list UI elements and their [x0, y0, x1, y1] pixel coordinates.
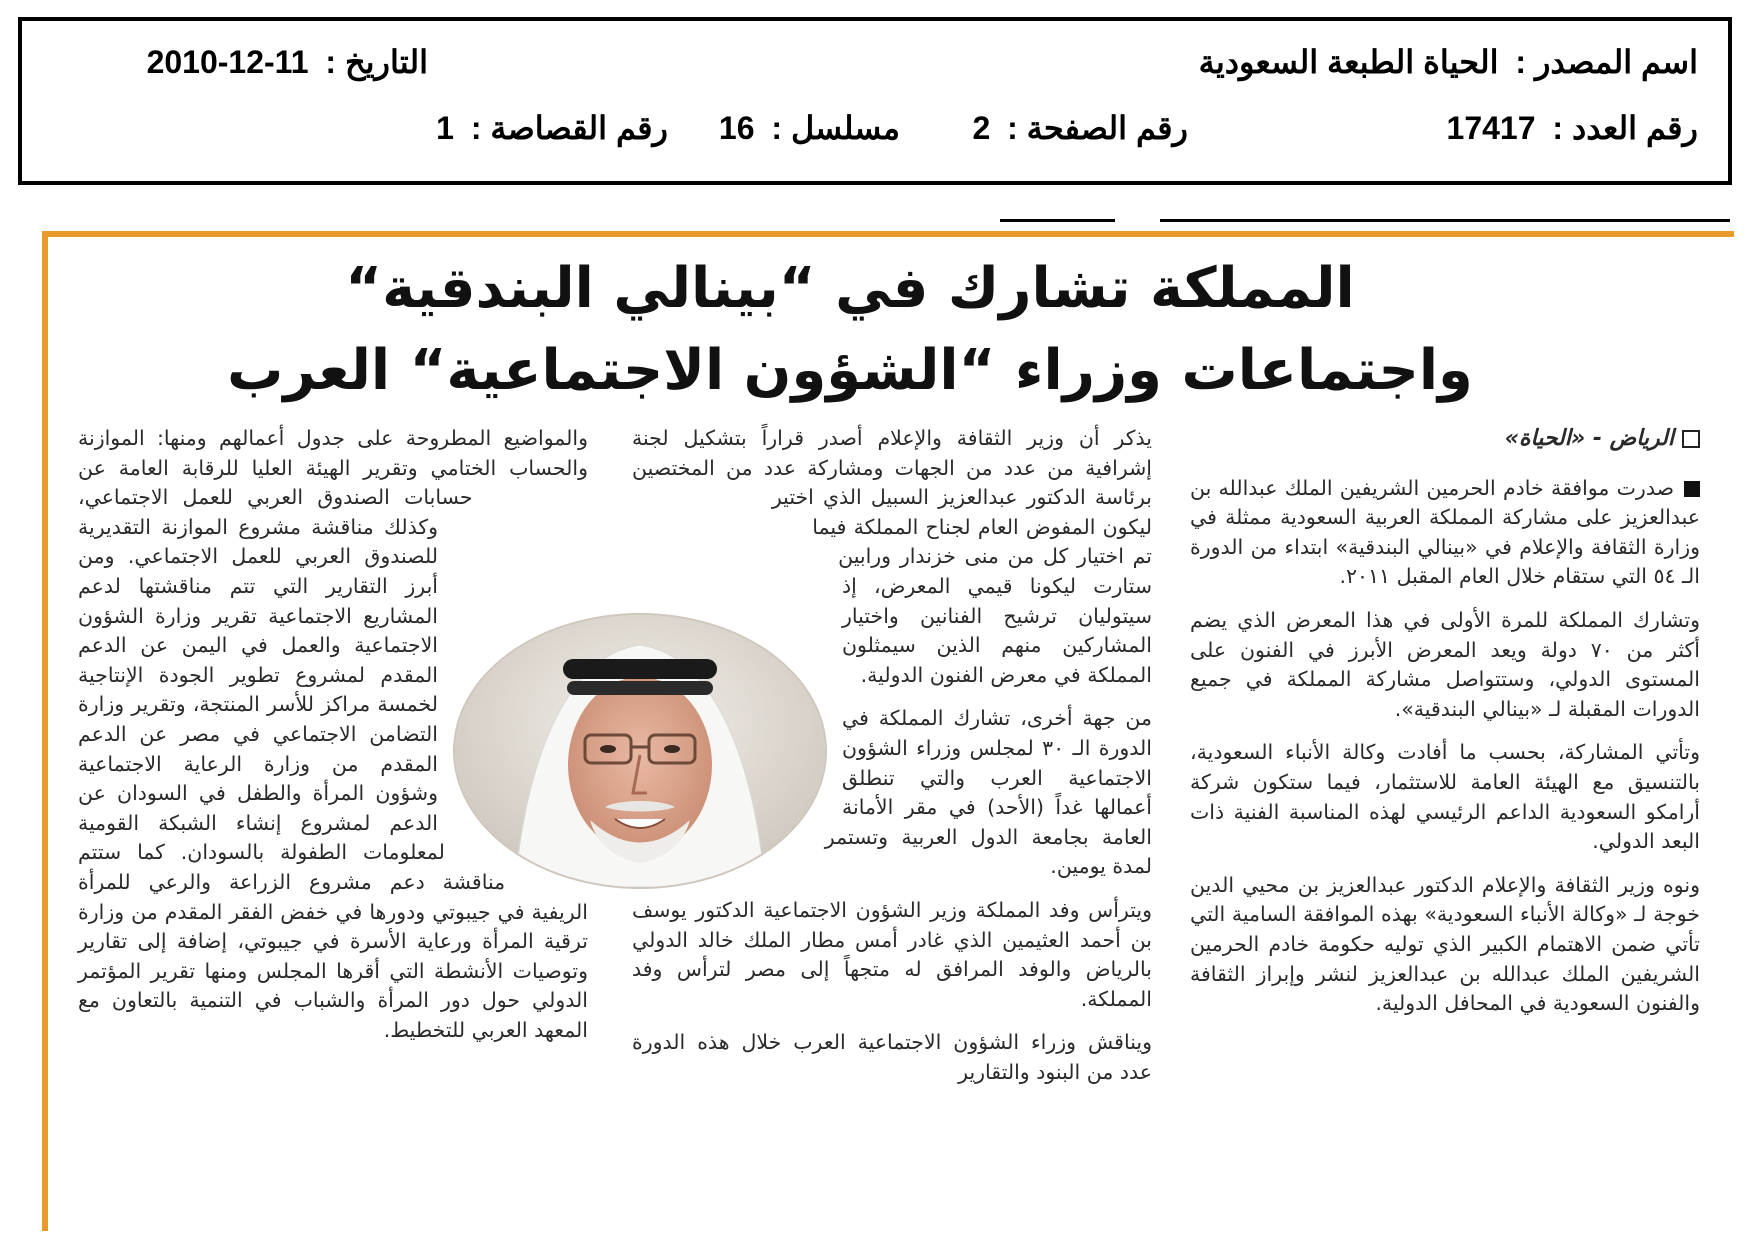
headline-line-1: المملكة تشارك في “بينالي البندقية“	[345, 256, 1355, 321]
serial-field	[719, 109, 900, 147]
paragraph: يذكر أن وزير الثقافة والإعلام أصدر قراراً بتشكيل لجنة إشرافية من عدد من الجهات ومشاركة عدد من المختصين برئاسة الدكتور عبدالعزيز السبيل الذي اختير ليكون المفوض العام لجناح المملكة فيما تم اختيار كل من منى خزندار ورابين ستارت ليكونا قيمي المعرض، إذ سيتوليان ترشيح الفنانين واختيار المشاركين منهم الذين سيمثلون المملكة في معرض الفنون الدولية.	[632, 426, 1152, 687]
paragraph-text: صدرت موافقة خادم الحرمين الشريفين الملك عبدالله بن عبدالعزيز على مشاركة المملكة العربية السعودية ممثلة في وزارة الثقافة والإعلام في «بينالي البندقية» ابتداء من الدورة الـ ٥٤ التي ستقام خلال العام المقبل ٢٠١١.	[1190, 475, 1700, 589]
byline-box-icon	[1682, 430, 1700, 448]
paragraph: والمواضيع المطروحة على جدول أعمالهم ومنها: الموازنة والحساب الختامي وتقرير الهيئة العليا للرقابة العامة عن حسابات الصندوق العربي للعمل الاجتماعي، وكذلك مناقشة مشروع الموازنة التقديرية للصندوق العربي للعمل الاجتماعي. ومن أبرز التقارير التي تتم مناقشتها لدعم المشاريع الاجتماعية تقرير وزارة الشؤون الاجتماعية والعمل في اليمن عن الدعم المقدم لمشروع تطوير الجودة الإنتاجية لخمسة مراكز للأسر المنتجة، وتقرير وزارة التضامن الاجتماعي في مصر عن الدعم المقدم من وزارة الرعاية الاجتماعية وشؤون المرأة والطفل في السودان عن الدعم لمشروع إنشاء الشبكة القومية لمعلومات الطفولة بالسودان. كما ستتم مناقشة دعم مشروع الزراعة والرعي للمرأة الريفية في جيبوتي ودورها في خفض الفقر المقدم من وزارة ترقية المرأة ورعاية الأسرة في جيبوتي، إضافة إلى تقارير وتوصيات الأنشطة التي أقرها المجلس ومنها تقرير المؤتمر الدولي حول دور المرأة والشباب في التنمية بالتعاون مع المعهد العربي للتخطيط.	[78, 426, 588, 1042]
article-column-right	[1190, 424, 1700, 1033]
issue-field	[1447, 109, 1698, 147]
clip-value: 1	[436, 110, 454, 146]
serial-value: 16	[718, 110, 755, 146]
source-label: اسم المصدر :	[1515, 44, 1698, 80]
clipping-header	[18, 17, 1732, 185]
paragraph: وتأتي المشاركة، بحسب ما أفادت وكالة الأنباء السعودية، بالتنسيق مع الهيئة العامة للاستثمار، فيما ستكون شركة أرامكو السعودية الداعم الرئيسي لهذه المناسبة الفنية ذات البعد الدولي.	[1190, 740, 1700, 854]
portrait-illustration	[455, 615, 825, 887]
source-value: الحياة الطبعة السعودية	[1198, 44, 1499, 80]
paragraph: وتشارك المملكة للمرة الأولى في هذا المعرض الذي يضم أكثر من ٧٠ دولة ويعد المعرض الأبرز في الفنون على المستوى الدولي، وستتواصل مشاركة المملكة في جميع الدورات المقبلة لـ «بينالي البندقية».	[1190, 607, 1700, 721]
serial-label: مسلسل :	[771, 110, 900, 146]
paragraph: ويناقش وزراء الشؤون الاجتماعية العرب خلال هذه الدورة عدد من البنود والتقارير	[632, 1030, 1152, 1084]
top-rule-gap	[1115, 216, 1160, 224]
paragraph: من جهة أخرى، تشارك المملكة في الدورة الـ ٣٠ لمجلس وزراء الشؤون الاجتماعية العرب والتي تنطلق أعمالها غداً (الأحد) في مقر الأمانة العامة بجامعة الدول العربية وتستمر لمدة يومين.	[824, 706, 1152, 879]
page-field	[972, 109, 1188, 147]
top-rule	[1000, 219, 1730, 222]
clip-label: رقم القصاصة :	[470, 110, 668, 146]
date-value: 11-12-2010	[146, 44, 309, 80]
source-field	[1199, 43, 1698, 81]
date-field	[147, 43, 428, 81]
headline-line-2: واجتماعات وزراء “الشؤون الاجتماعية“ العرب	[227, 338, 1473, 403]
byline	[1190, 424, 1700, 454]
paragraph	[1190, 474, 1700, 592]
page-label: رقم الصفحة :	[1007, 110, 1188, 146]
paragraph: ويترأس وفد المملكة وزير الشؤون الاجتماعية الدكتور يوسف بن أحمد العثيمين الذي غادر أمس مطار الملك خالد الدولي بالرياض والوفد المرافق له متجهاً إلى مصر لترأس وفد المملكة.	[632, 897, 1152, 1011]
clip-field	[436, 109, 668, 147]
date-label: التاريخ :	[325, 44, 428, 80]
issue-value: 17417	[1446, 110, 1536, 146]
byline-text: الرياض - «الحياة»	[1504, 426, 1674, 451]
paragraph: ونوه وزير الثقافة والإعلام الدكتور عبدالعزيز بن محيي الدين خوجة لـ «وكالة الأنباء السعودية» بهذه الموافقة السامية التي تأتي ضمن الاهتمام الكبير الذي توليه حكومة خادم الحرمين الشريفين الملك عبدالله بن عبدالعزيز لنشر وإبراز الثقافة والفنون السعودية في المحافل الدولية.	[1190, 872, 1700, 1016]
issue-label: رقم العدد :	[1552, 110, 1698, 146]
portrait-photo	[455, 615, 825, 887]
page-value: 2	[972, 110, 991, 146]
lead-square-icon	[1684, 481, 1700, 497]
